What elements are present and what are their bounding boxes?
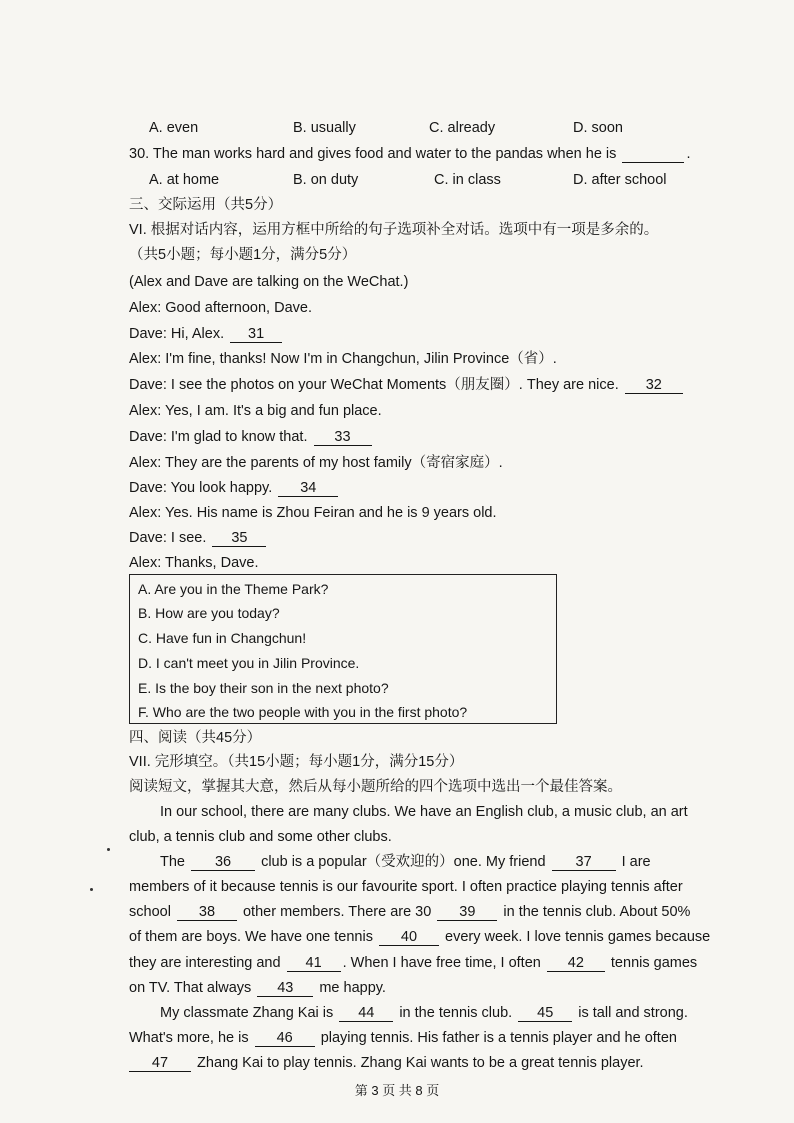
cloze-blank: 36 <box>191 854 255 871</box>
q30-stem <box>129 144 734 164</box>
dialogue-text: Alex: Thanks, Dave. <box>129 555 259 571</box>
dialogue-line <box>129 298 734 318</box>
dialogue-line <box>129 503 734 523</box>
passage-line <box>129 902 734 922</box>
passage-text: My classmate Zhang Kai is <box>160 1005 334 1021</box>
dialogue-line <box>129 528 734 548</box>
cloze-blank: 38 <box>177 904 237 921</box>
dialogue-text: Dave: I see the photos on your WeChat Moments（朋友圈）. They are nice. <box>129 377 619 393</box>
cloze-blank: 46 <box>255 1030 315 1047</box>
dialogue-line <box>129 324 734 344</box>
passage-text: tennis games <box>610 955 698 971</box>
dialogue-text: Alex: Good afternoon, Dave. <box>129 300 312 316</box>
cloze-blank: 37 <box>552 854 616 871</box>
choice-b: B. How are you today? <box>138 605 280 621</box>
passage-line <box>129 1053 734 1073</box>
section7-instruction: 阅读短文，掌握其大意，然后从每小题所给的四个选项中选出一个最佳答案。 <box>129 779 622 795</box>
dialogue-text: Alex: Yes. His name is Zhou Feiran and he is 9 years old. <box>129 505 497 521</box>
cloze-blank: 43 <box>257 980 313 997</box>
section4-title: 四、阅读（共45分） <box>129 730 262 746</box>
q30-option-b: B. on duty <box>293 172 359 188</box>
dialogue-line <box>129 553 734 573</box>
q29-option-c: C. already <box>429 120 496 136</box>
answer-blank: 35 <box>212 530 266 547</box>
cloze-blank: 42 <box>547 955 605 972</box>
scan-speck <box>107 848 110 851</box>
section7-title: VII. 完形填空。（共15小题；每小题1分，满分15分） <box>129 754 464 770</box>
passage-text: they are interesting and <box>129 955 281 971</box>
dialogue-line <box>129 401 734 421</box>
q29-option-a: A. even <box>149 120 199 136</box>
passage-text: in the tennis club. About 50% <box>503 904 691 920</box>
q30-option-d: D. after school <box>573 172 667 188</box>
dialogue-text: Dave: I'm glad to know that. <box>129 429 308 445</box>
cloze-blank: 47 <box>129 1055 191 1072</box>
cloze-blank: 45 <box>518 1005 572 1022</box>
passage-line <box>160 852 734 872</box>
dialogue-context: (Alex and Dave are talking on the WeChat.) <box>129 274 409 290</box>
passage-line <box>129 953 734 973</box>
passage-text: The <box>160 854 185 870</box>
q30-option-a: A. at home <box>149 172 220 188</box>
dialogue-line <box>129 478 734 498</box>
passage-text: me happy. <box>319 980 386 996</box>
passage-text: other members. There are 30 <box>242 904 432 920</box>
choice-d: D. I can't meet you in Jilin Province. <box>138 655 360 671</box>
passage-line <box>129 978 734 998</box>
passage-text: club is a popular（受欢迎的）one. My friend <box>261 854 546 870</box>
passage-text: every week. I love tennis games because <box>445 929 711 945</box>
answer-blank: 34 <box>278 480 338 497</box>
dialogue-text: Alex: Yes, I am. It's a big and fun place. <box>129 403 382 419</box>
dialogue-line <box>129 427 734 447</box>
page-number: 第 3 页 共 8 页 <box>354 1083 440 1098</box>
q29-option-d: D. soon <box>573 120 623 136</box>
choice-c: C. Have fun in Changchun! <box>138 630 307 646</box>
passage-text: . When I have free time, I often <box>342 955 541 971</box>
answer-blank: 33 <box>314 429 372 446</box>
dialogue-line <box>129 349 734 369</box>
dialogue-text: Dave: You look happy. <box>129 480 273 496</box>
dialogue-line <box>129 375 734 395</box>
passage-text: What's more, he is <box>129 1030 249 1046</box>
cloze-blank: 41 <box>287 955 341 972</box>
dialogue-text: Alex: I'm fine, thanks! Now I'm in Changchun, Jilin Province（省）. <box>129 351 557 367</box>
dialogue-text: Dave: I see. <box>129 530 207 546</box>
dialogue-text: Alex: They are the parents of my host family（寄宿家庭）. <box>129 455 503 471</box>
cloze-blank: 39 <box>437 904 497 921</box>
passage-line <box>160 1003 734 1023</box>
passage-line: club, a tennis club and some other clubs. <box>129 829 392 845</box>
scan-speck <box>90 888 93 891</box>
q30-blank <box>622 146 684 163</box>
section6-title: VI. 根据对话内容，运用方框中所给的句子选项补全对话。选项中有一项是多余的。 <box>129 222 659 238</box>
passage-text: Zhang Kai to play tennis. Zhang Kai wants to be a great tennis player. <box>197 1055 644 1071</box>
passage-line <box>129 927 734 947</box>
passage-text: is tall and strong. <box>578 1005 688 1021</box>
q30-end: . <box>686 146 691 162</box>
cloze-blank: 44 <box>339 1005 393 1022</box>
section3-title: 三、交际运用（共5分） <box>129 197 283 213</box>
choice-f: F. Who are the two people with you in the first photo? <box>138 704 468 720</box>
passage-text: playing tennis. His father is a tennis player and he often <box>320 1030 677 1046</box>
choices-box <box>129 574 557 724</box>
passage-text: in the tennis club. <box>399 1005 513 1021</box>
passage-text: I are <box>621 854 651 870</box>
passage-text: school <box>129 904 171 920</box>
passage-line: In our school, there are many clubs. We have an English club, a music club, an art <box>160 804 688 820</box>
choice-a: A. Are you in the Theme Park? <box>138 581 329 597</box>
cloze-blank: 40 <box>379 929 439 946</box>
q30-stem-text: 30. The man works hard and gives food and water to the pandas when he is <box>129 146 617 162</box>
dialogue-line <box>129 453 734 473</box>
q29-option-b: B. usually <box>293 120 356 136</box>
dialogue-text: Dave: Hi, Alex. <box>129 326 225 342</box>
section6-subtitle: （共5小题；每小题1分，满分5分） <box>129 247 357 263</box>
passage-line: members of it because tennis is our favourite sport. I often practice playing tennis after <box>129 879 683 895</box>
passage-text: of them are boys. We have one tennis <box>129 929 373 945</box>
passage-text: on TV. That always <box>129 980 252 996</box>
choice-e: E. Is the boy their son in the next photo? <box>138 680 389 696</box>
q30-option-c: C. in class <box>434 172 501 188</box>
answer-blank: 31 <box>230 326 282 343</box>
answer-blank: 32 <box>625 377 683 394</box>
passage-line <box>129 1028 734 1048</box>
